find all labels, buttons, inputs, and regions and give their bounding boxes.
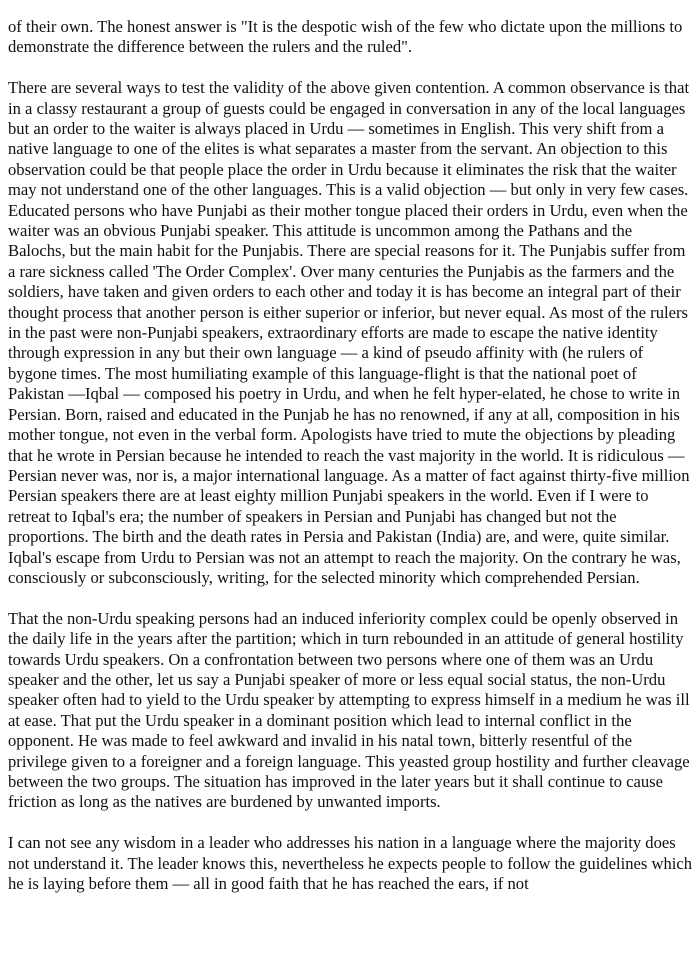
paragraph-validity-test: There are several ways to test the validity of the above given contention. A common observance is that in a classy restaurant a group of guests could be engaged in conversation in any of the local languages but an order to the waiter is always placed in Urdu — sometimes in English. This very shift from a native language to one of the elites is what separates a master from the servant. An objection to this observation could be that people place the order in Urdu because it eliminates the risk that the waiter may not understand one of the other languages. This is a valid objection — but only in very few cases. Educated persons who have Punjabi as their mother tongue placed their orders in Urdu, even when the waiter was an obvious Punjabi speaker. This attitude is uncommon among the Pathans and the Balochs, but the main habit for the Punjabis. There are special reasons for it. The Punjabis suffer from a rare sickness called 'The Order Complex'. Over many centuries the Punjabis as the farmers and the soldiers, have taken and given orders to each other and today it is has become an integral part of their thought process that another person is either superior or inferior, but never equal. As most of the rulers in the past were non-Punjabi speakers, extraordinary efforts are made to escape the native identity through expression in any but their own language — a kind of pseudo affinity with (he rulers of bygone times. The most humiliating example of this language-flight is that the national poet of Pakistan —Iqbal — composed his poetry in Urdu, and when he felt hyper-elated, he chose to write in Persian. Born, raised and educated in the Punjab he has no renowned, if any at all, composition in his mother tongue, not even in the verbal form. Apologists have tried to mute the objections by pleading that he wrote in Persian because he intended to reach the vast majority in the world. It is ridiculous — Persian never was, nor is, a major international language. As a matter of fact against thirty-five million Persian speakers there are at least eighty million Punjabi speakers in the world. Even if I were to retreat to Iqbal's era; the number of speakers in Persian and Punjabi has changed but not the proportions. The birth and the death rates in Persia and Pakistan (India) are, and were, quite similar. Iqbal's escape from Urdu to Persian was not an attempt to reach the majority. On the contrary he was, consciously or subconsciously, writing, for the selected minority which comprehended Persian. — [8, 78, 690, 587]
paragraph-answer: of their own. The honest answer is "It is the despotic wish of the few who dictate upon the millions to demonstrate the difference between the rulers and the ruled". — [8, 17, 683, 57]
paragraph-inferiority-complex: That the non-Urdu speaking persons had an induced inferiority complex could be openly observed in the daily life in the years after the partition; which in turn rebounded in an attitude of general hostility towards Urdu speakers. On a confrontation between two persons where one of them was an Urdu speaker and the other, let us say a Punjabi speaker of more or less equal social status, the non-Urdu speaker often had to yield to the Urdu speaker by attempting to express himself in a medium he was ill at ease. That put the Urdu speaker in a dominant position which lead to internal conflict in the opponent. He was made to feel awkward and invalid in his natal town, bitterly resentful of the privilege given to a foreigner and a foreign language. This yeasted group hostility and further cleavage between the two groups. The situation has improved in the later years but it shall continue to cause friction as long as the natives are burdened by unwanted imports. — [8, 608, 690, 812]
paragraph-leader-wisdom: I can not see any wisdom in a leader who addresses his nation in a language where the majority does not understand it. The leader knows this, nevertheless he expects people to follow the guidelines which he is laying before them — all in good faith that he has reached the ears, if not — [8, 833, 693, 894]
